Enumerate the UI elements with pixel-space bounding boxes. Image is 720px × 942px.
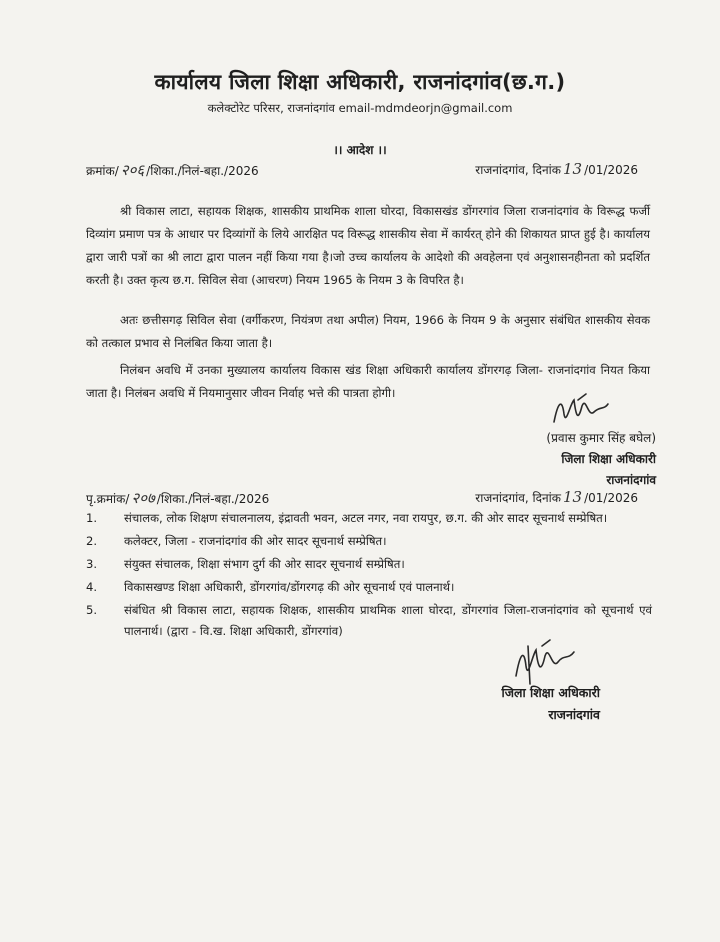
order-paragraph-2 [86, 309, 650, 355]
order-heading: ।। आदेश ।। [333, 143, 387, 157]
list-item [86, 600, 652, 642]
list-item-number: 5. [86, 603, 98, 617]
order-place-date-prefix: राजनांदगांव, दिनांक [475, 163, 561, 177]
list-item-number: 3. [86, 557, 98, 571]
order-paragraph-1 [86, 200, 650, 292]
list-item-number: 2. [86, 534, 98, 548]
list-item-text: संयुक्त संचालक, शिक्षा संभाग दुर्ग की ओर सादर सूचनार्थ सम्प्रेषित। [124, 557, 405, 571]
order-reference [86, 160, 259, 180]
signatory-designation: जिला शिक्षा अधिकारी [561, 452, 656, 466]
office-title: कार्यालय जिला शिक्षा अधिकारी, राजनांदगांव(छ.ग.) [154, 70, 566, 94]
signature-block-2 [501, 682, 600, 726]
copy-reference [86, 488, 269, 508]
copy-ref-number: २०७ [131, 489, 155, 507]
list-item-text: विकासखण्ड शिक्षा अधिकारी, डोंगरगांव/डोंगरगढ़ की ओर सूचनार्थ एवं पालनार्थ। [124, 580, 455, 594]
list-item [86, 531, 652, 552]
copy-ref-prefix: पृ.क्रमांक/ [86, 492, 130, 506]
signatory-name: (प्रवास कुमार सिंह बघेल) [546, 431, 656, 445]
list-item [86, 577, 652, 598]
list-item [86, 508, 652, 529]
list-item [86, 554, 652, 575]
paragraph-text: निलंबन अवधि में उनका मुख्यालय कार्यालय विकास खंड शिक्षा अधिकारी कार्यालय डोंगरगढ़ जिला- राजनांदगांव नियत किया जाता है। निलंबन अवधि में नियमानुसार जीवन निर्वाह भत्ते की पात्रता होगी। [86, 363, 650, 400]
list-item-number: 1. [86, 511, 98, 525]
signatory-designation: जिला शिक्षा अधिकारी [501, 685, 600, 700]
order-ref-number: २०६ [120, 161, 145, 179]
office-address: कलेक्टोरेट परिसर, राजनांदगांव email-mdmdeorjn@gmail.com [207, 101, 513, 115]
list-item-number: 4. [86, 580, 98, 594]
copy-distribution-list [86, 508, 652, 644]
signatory-place: राजनांदगांव [606, 473, 656, 487]
list-item-text: कलेक्टर, जिला - राजनांदगांव की ओर सादर सूचनार्थ सम्प्रेषित। [124, 534, 387, 548]
copy-date-day: 13 [563, 488, 583, 506]
order-ref-suffix: /शिका./निलं-बहा./2026 [146, 164, 259, 178]
paragraph-text: श्री विकास लाटा, सहायक शिक्षक, शासकीय प्राथमिक शाला घोरदा, विकासखंड डोंगरगांव जिला राजनांदगांव के विरूद्ध फर्जी दिव्यांग प्रमाण पत्र के आधार पर दिव्यांगों के लिये आरक्षित पद विरूद्ध शासकीय सेवा में कार्यरत् होने की शिकायत प्राप्त हुई है। कार्यालय द्वारा जारी पत्रों का श्री लाटा द्वारा पालन नहीं किया गया है।जो उच्च कार्यालय के आदेशो की अवहेलना एवं अनुशासनहीनता को प्रदर्शित करती है। उक्त कृत्य छ.ग. सिविल सेवा (आचरण) नियम 1965 के नियम 3 के विपरित है। [86, 204, 650, 287]
signature-block-1 [546, 428, 656, 491]
copy-place-date-prefix: राजनांदगांव, दिनांक [475, 491, 561, 505]
signature-scribble-2-icon [508, 640, 588, 686]
order-date [475, 160, 638, 178]
signature-scribble-1-icon [548, 392, 628, 432]
list-item-text: संबंधित श्री विकास लाटा, सहायक शिक्षक, शासकीय प्राथमिक शाला घोरदा, डोंगरगांव जिला-राजनांदगांव को सूचनार्थ एवं पालनार्थ। (द्वारा - वि.ख. शिक्षा अधिकारी, डोंगरगांव) [124, 603, 652, 638]
copy-date-rest: /01/2026 [584, 491, 638, 505]
order-ref-prefix: क्रमांक/ [86, 164, 119, 178]
list-item-text: संचालक, लोक शिक्षण संचालनालय, इंद्रावती भवन, अटल नगर, नवा रायपुर, छ.ग. की ओर सादर सूचनार्थ सम्प्रेषित। [124, 511, 608, 525]
order-date-day: 13 [563, 160, 583, 178]
signatory-place: राजनांदगांव [548, 707, 600, 722]
copy-ref-suffix: /शिका./निलं-बहा./2026 [156, 492, 270, 506]
copy-date [475, 488, 638, 506]
order-date-rest: /01/2026 [584, 163, 638, 177]
paragraph-text: अतः छत्तीसगढ़ सिविल सेवा (वर्गीकरण, नियंत्रण तथा अपील) नियम, 1966 के नियम 9 के अनुसार संबंधित शासकीय सेवक को तत्काल प्रभाव से निलंबित किया जाता है। [86, 313, 650, 350]
